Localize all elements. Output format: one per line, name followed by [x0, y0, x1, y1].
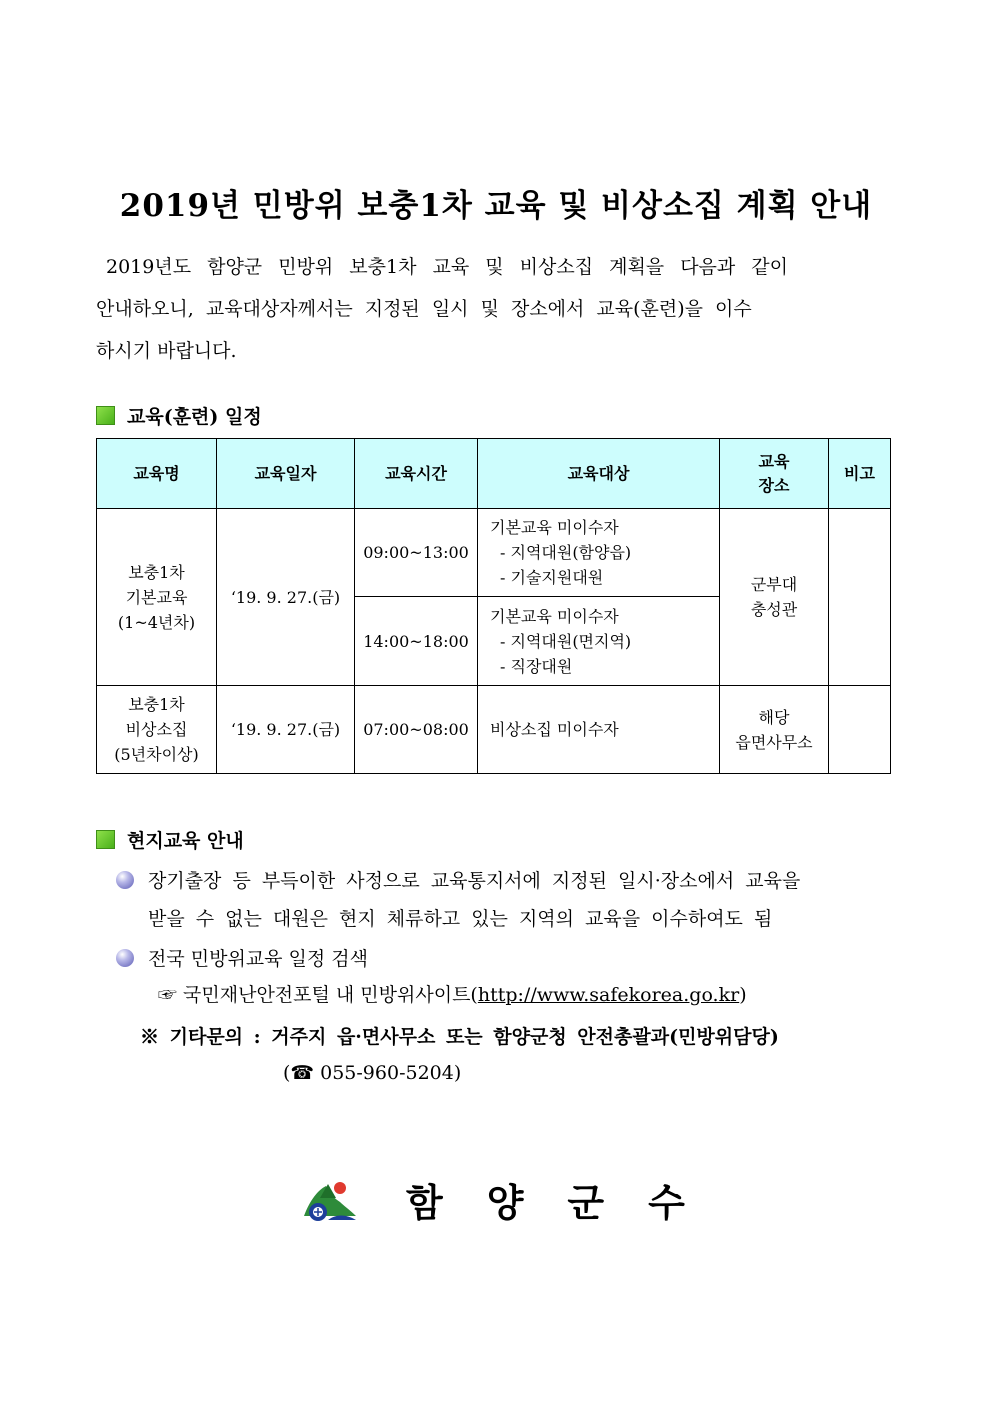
intro-line-1: 2019년도 함양군 민방위 보충1차 교육 및 비상소집 계획을 다음과 같이 [106, 256, 789, 278]
row1-name-line3: (1~4년차) [117, 612, 196, 632]
table-row [97, 686, 891, 774]
header-place-line2: 장소 [758, 475, 790, 495]
row2-note [829, 686, 891, 774]
intro-paragraph [96, 246, 896, 372]
contact-info: ※ 기타문의 : 거주지 읍·면사무소 또는 함양군청 안전총괄과(민방위담당) [140, 1026, 779, 1048]
header-name: 교육명 [97, 439, 217, 509]
bullet1-line2: 받을 수 없는 대원은 현지 체류하고 있는 지역의 교육을 이수하여도 됨 [148, 908, 773, 930]
section-local-heading [96, 826, 244, 853]
schedule-table [96, 438, 891, 774]
row1-date: ‘19. 9. 27.(금) [217, 509, 355, 686]
issuer-name: 함양군수 [406, 1180, 729, 1225]
header-target: 교육대상 [478, 439, 720, 509]
table-header-row [97, 439, 891, 509]
row1-note [829, 509, 891, 686]
row2-name [97, 686, 217, 774]
county-emblem-icon [300, 1176, 358, 1224]
link-suffix: ) [739, 984, 747, 1006]
row2-time: 07:00~08:00 [355, 686, 478, 774]
portal-link-line [158, 980, 747, 1007]
header-note: 비고 [829, 439, 891, 509]
row1-sub2-target-head: 기본교육 미이수자 [490, 606, 619, 626]
header-place [720, 439, 829, 509]
row1-name-line1: 보충1차 [128, 562, 185, 582]
section-schedule-label: 교육(훈련) 일정 [127, 406, 262, 428]
row1-sub1-target-head: 기본교육 미이수자 [490, 518, 619, 537]
bullet1-line1: 장기출장 등 부득이한 사정으로 교육통지서에 지정된 일시·장소에서 교육을 [148, 870, 801, 892]
intro-line-2: 안내하오니, 교육대상자께서는 지정된 일시 및 장소에서 교육(훈련)을 이수 [96, 298, 752, 320]
row1-name-line2: 기본교육 [125, 587, 188, 607]
row1-name [97, 509, 217, 686]
header-time: 교육시간 [355, 439, 478, 509]
footer-signature [300, 1172, 729, 1227]
row2-place-line1: 해당 [758, 707, 790, 727]
bullet-icon [116, 949, 134, 967]
bullet-item [116, 862, 896, 938]
green-square-icon [96, 406, 115, 425]
row1-place-line1: 군부대 [750, 575, 798, 594]
intro-line-3: 하시기 바랍니다. [96, 340, 237, 362]
row2-name-line1: 보충1차 [128, 695, 185, 714]
row1-sub1-target-item: - 지역대원(함양읍) [500, 543, 632, 562]
row1-sub2-target-item: - 지역대원(면지역) [500, 631, 632, 651]
link-prefix: ☞ 국민재난안전포털 내 민방위사이트( [158, 984, 478, 1006]
row2-date: ‘19. 9. 27.(금) [217, 686, 355, 774]
header-date: 교육일자 [217, 439, 355, 509]
row1-sub1-target-item: - 기술지원대원 [500, 568, 604, 587]
green-square-icon [96, 830, 115, 849]
bullet-icon [116, 871, 134, 889]
section-schedule-heading [96, 402, 262, 429]
row1-place-line2: 충성관 [750, 600, 798, 619]
row1-sub2-target-item: - 직장대원 [500, 656, 573, 676]
header-place-line1: 교육 [758, 451, 790, 471]
bullet-item [116, 940, 896, 978]
row1-sub1-target [478, 509, 720, 597]
section-local-label: 현지교육 안내 [127, 830, 244, 852]
row2-name-line3: (5년차이상) [114, 745, 199, 764]
row2-name-line2: 비상소집 [125, 720, 188, 739]
bullet2-text: 전국 민방위교육 일정 검색 [148, 948, 369, 970]
safekorea-link[interactable]: http://www.safekorea.go.kr [477, 984, 740, 1006]
row2-target: 비상소집 미이수자 [478, 686, 720, 774]
row1-sub2-target [478, 597, 720, 686]
page-title: 2019년 민방위 보충1차 교육 및 비상소집 계획 안내 [119, 188, 873, 224]
row1-sub2-time: 14:00~18:00 [355, 597, 478, 686]
row1-sub1-time: 09:00~13:00 [355, 509, 478, 597]
table-row [97, 509, 891, 597]
row2-place-line2: 읍면사무소 [735, 732, 813, 752]
phone-number: (☎ 055-960-5204) [283, 1062, 462, 1084]
row2-place [720, 686, 829, 774]
row1-place [720, 509, 829, 686]
